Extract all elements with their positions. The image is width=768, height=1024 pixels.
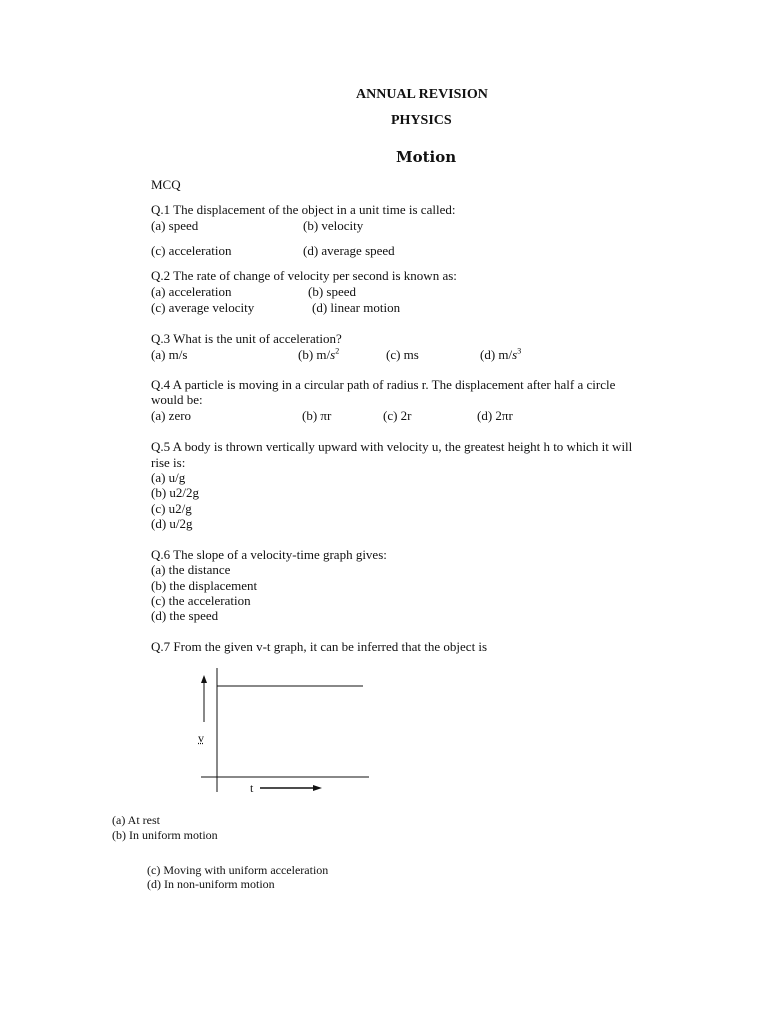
q2-option-d: (d) linear motion [312,300,401,315]
q4-option-a: (a) zero [151,408,192,423]
q4-option-b: (b) πr [302,408,332,423]
q5-option-d: (d) u/2g [151,516,193,531]
question-7: Q.7 From the given v-t graph, it can be inferred that the object is [151,639,488,654]
title-physics: PHYSICS [391,113,452,128]
question-6: Q.6 The slope of a velocity-time graph gives: [151,547,387,562]
q5-option-c: (c) u2/g [151,501,192,516]
question-5-line2: rise is: [151,455,186,470]
graph-y-label: v [198,731,204,745]
q3-option-d-text: (d) m/ [480,347,513,362]
graph-t-arrow-head [313,785,322,791]
q1-option-d: (d) average speed [303,243,395,258]
q3-option-a: (a) m/s [151,347,188,362]
q5-option-a: (a) u/g [151,470,186,485]
q7-option-a: (a) At rest [112,813,160,827]
q1-option-c: (c) acceleration [151,243,232,258]
question-4-line2: would be: [151,392,203,407]
q3-option-d-unit: s [512,347,518,362]
q3-option-b-exponent: 2 [335,346,340,356]
q4-option-c: (c) 2r [383,408,412,423]
graph-x-label: t [250,781,254,795]
question-1: Q.1 The displacement of the object in a unit time is called: [151,202,456,217]
section-label-mcq: MCQ [151,177,181,192]
question-5: Q.5 A body is thrown vertically upward with velocity u, the greatest height h to which it will [151,439,633,454]
q2-option-a: (a) acceleration [151,284,232,299]
q2-option-c: (c) average velocity [151,300,255,315]
title-motion: Motion [396,148,457,166]
q6-option-d: (d) the speed [151,608,219,623]
q3-option-c: (c) ms [386,347,419,362]
q3-option-b-unit: s [330,347,336,362]
q7-option-b: (b) In uniform motion [112,828,218,842]
q2-option-b: (b) speed [308,284,357,299]
title-annual-revision: ANNUAL REVISION [356,87,488,102]
q1-option-a: (a) speed [151,218,199,233]
q7-option-c: (c) Moving with uniform acceleration [147,863,329,877]
question-3: Q.3 What is the unit of acceleration? [151,331,342,346]
q6-option-b: (b) the displacement [151,578,258,593]
q5-option-b: (b) u2/2g [151,485,200,500]
q3-option-b-text: (b) m/ [298,347,331,362]
q1-option-b: (b) velocity [303,218,364,233]
question-4: Q.4 A particle is moving in a circular path of radius r. The displacement after half a circle [151,377,616,392]
q4-option-d: (d) 2πr [477,408,513,423]
q6-option-a: (a) the distance [151,562,231,577]
q3-option-d-exponent: 3 [517,346,522,356]
graph-v-arrow-head [201,675,207,683]
question-2: Q.2 The rate of change of velocity per second is known as: [151,268,457,283]
q6-option-c: (c) the acceleration [151,593,251,608]
q7-option-d: (d) In non-uniform motion [147,877,275,891]
